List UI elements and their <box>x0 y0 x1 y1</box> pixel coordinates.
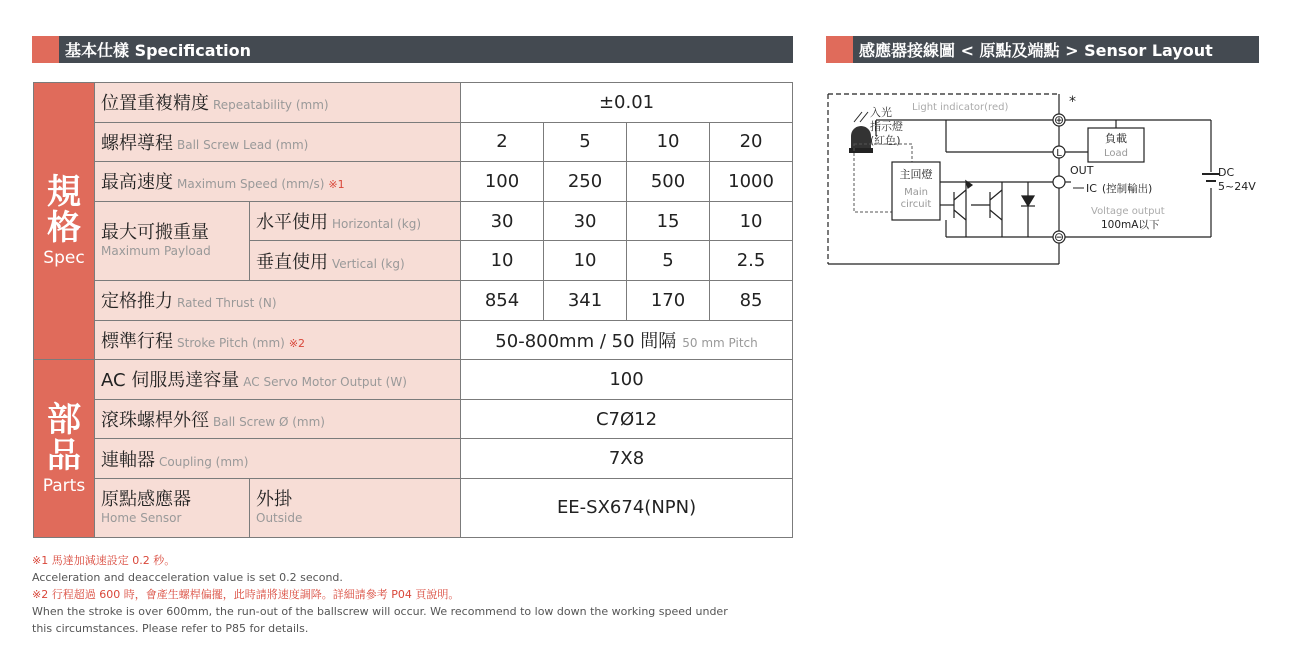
terminal-l-symbol: L <box>1056 148 1062 159</box>
horizontal-value: 10 <box>710 201 793 241</box>
zener-diode-icon <box>1021 182 1035 237</box>
vertical-label: 垂直使用 Vertical (kg) <box>250 241 461 281</box>
spec-header-title: 基本仕樣 Specification <box>65 41 252 60</box>
transistor-icon <box>954 181 1002 220</box>
footnotes <box>32 552 802 637</box>
current-label: 100mA以下 <box>1101 219 1160 231</box>
group-parts <box>34 360 95 538</box>
sensor-header <box>826 36 1259 63</box>
sensor-wiring-diagram <box>826 92 1266 270</box>
lead-value: 5 <box>544 122 627 162</box>
spec-header <box>32 36 793 63</box>
speed-label: 最高速度 Maximum Speed (mm/s) ※1 <box>95 162 461 202</box>
note-1-zh: ※1 馬達加減速設定 0.2 秒。 <box>32 554 176 567</box>
horizontal-label: 水平使用 Horizontal (kg) <box>250 201 461 241</box>
table-row <box>34 478 793 537</box>
table-row <box>34 360 793 400</box>
terminal-out <box>1053 176 1065 188</box>
screw-label: 滾珠螺桿外徑 Ball Screw Ø (mm) <box>95 399 461 439</box>
home-sensor-label: 原點感應器 Home Sensor <box>95 478 250 537</box>
note-2-en-line1: When the stroke is over 600mm, the run-out of the ballscrew will occur. We recommend to low down the working speed under <box>32 605 728 618</box>
payload-label: 最大可搬重量 Maximum Payload <box>95 201 250 280</box>
speed-value: 250 <box>544 162 627 202</box>
speed-value: 500 <box>627 162 710 202</box>
screw-value: C7Ø12 <box>461 399 793 439</box>
repeatability-value: ±0.01 <box>461 83 793 123</box>
main-circuit-zh: 主回燈 <box>899 168 933 181</box>
incoming-light-text-3: (紅色) <box>870 134 901 147</box>
main-circuit-en-2: circuit <box>900 199 932 210</box>
horizontal-value: 30 <box>461 201 544 241</box>
sensor-header-title: 感應器接線圖 < 原點及端點 > Sensor Layout <box>859 41 1213 60</box>
lead-value: 20 <box>710 122 793 162</box>
ic-label: IC <box>1086 182 1097 195</box>
group-spec-zh: 規格 <box>47 172 81 249</box>
thrust-value: 854 <box>461 280 544 320</box>
note-1-en: Acceleration and deacceleration value is set 0.2 second. <box>32 571 343 584</box>
group-spec-en: Spec <box>43 248 85 269</box>
load-en: Load <box>1104 148 1128 159</box>
dc-range-label: 5~24V <box>1218 180 1256 193</box>
horizontal-value: 30 <box>544 201 627 241</box>
asterisk-mark: * <box>1069 94 1076 110</box>
motor-label: AC 伺服馬達容量 AC Servo Motor Output (W) <box>95 360 461 400</box>
speed-value: 100 <box>461 162 544 202</box>
vertical-value: 10 <box>544 241 627 281</box>
thrust-value: 341 <box>544 280 627 320</box>
terminal-minus-symbol: ⊖ <box>1053 230 1065 244</box>
lead-value: 2 <box>461 122 544 162</box>
table-row <box>34 122 793 162</box>
table-row <box>34 439 793 479</box>
table-row <box>34 83 793 123</box>
horizontal-value: 15 <box>627 201 710 241</box>
out-label: OUT <box>1070 164 1094 177</box>
header-accent <box>32 36 59 63</box>
lead-value: 10 <box>627 122 710 162</box>
table-row <box>34 201 793 241</box>
light-indicator-label: Light indicator(red) <box>912 102 1009 113</box>
vertical-value: 2.5 <box>710 241 793 281</box>
thrust-value: 85 <box>710 280 793 320</box>
thrust-value: 170 <box>627 280 710 320</box>
incoming-light-text-1: 入光 <box>870 106 892 119</box>
header-accent <box>826 36 853 63</box>
note-2-zh: ※2 行程超過 600 時，會產生螺桿偏擺，此時請將速度調降。詳細請參考 P04 頁說明。 <box>32 588 460 601</box>
lead-label: 螺桿導程 Ball Screw Lead (mm) <box>95 122 461 162</box>
thrust-label: 定格推力 Rated Thrust (N) <box>95 280 461 320</box>
coupling-label: 連軸器 Coupling (mm) <box>95 439 461 479</box>
spec-table <box>33 82 793 538</box>
repeatability-label: 位置重複精度 Repeatability (mm) <box>95 83 461 123</box>
note-2-en-line2: this circumstances. Please refer to P85 for details. <box>32 622 309 635</box>
load-zh: 負載 <box>1105 132 1127 145</box>
voltage-output-label: Voltage output <box>1091 206 1165 217</box>
group-spec <box>34 83 95 360</box>
table-row <box>34 399 793 439</box>
vertical-value: 10 <box>461 241 544 281</box>
home-sensor-value: EE-SX674(NPN) <box>461 478 793 537</box>
group-parts-zh: 部品 <box>47 399 81 476</box>
table-row <box>34 280 793 320</box>
table-row <box>34 320 793 360</box>
home-sensor-sub-label: 外掛 Outside <box>250 478 461 537</box>
speed-value: 1000 <box>710 162 793 202</box>
stroke-value: 50-800mm / 50 間隔 50 mm Pitch <box>461 320 793 360</box>
vertical-value: 5 <box>627 241 710 281</box>
incoming-light-text-2: 指示燈 <box>870 120 903 133</box>
table-row <box>34 162 793 202</box>
main-circuit-en-1: Main <box>904 187 928 198</box>
terminal-plus-symbol: ⊕ <box>1053 113 1065 127</box>
motor-value: 100 <box>461 360 793 400</box>
dc-label: DC <box>1218 166 1235 179</box>
coupling-value: 7X8 <box>461 439 793 479</box>
stroke-label: 標準行程 Stroke Pitch (mm) ※2 <box>95 320 461 360</box>
group-parts-en: Parts <box>42 475 86 496</box>
ic-zh-label: (控制輸出) <box>1102 183 1153 195</box>
